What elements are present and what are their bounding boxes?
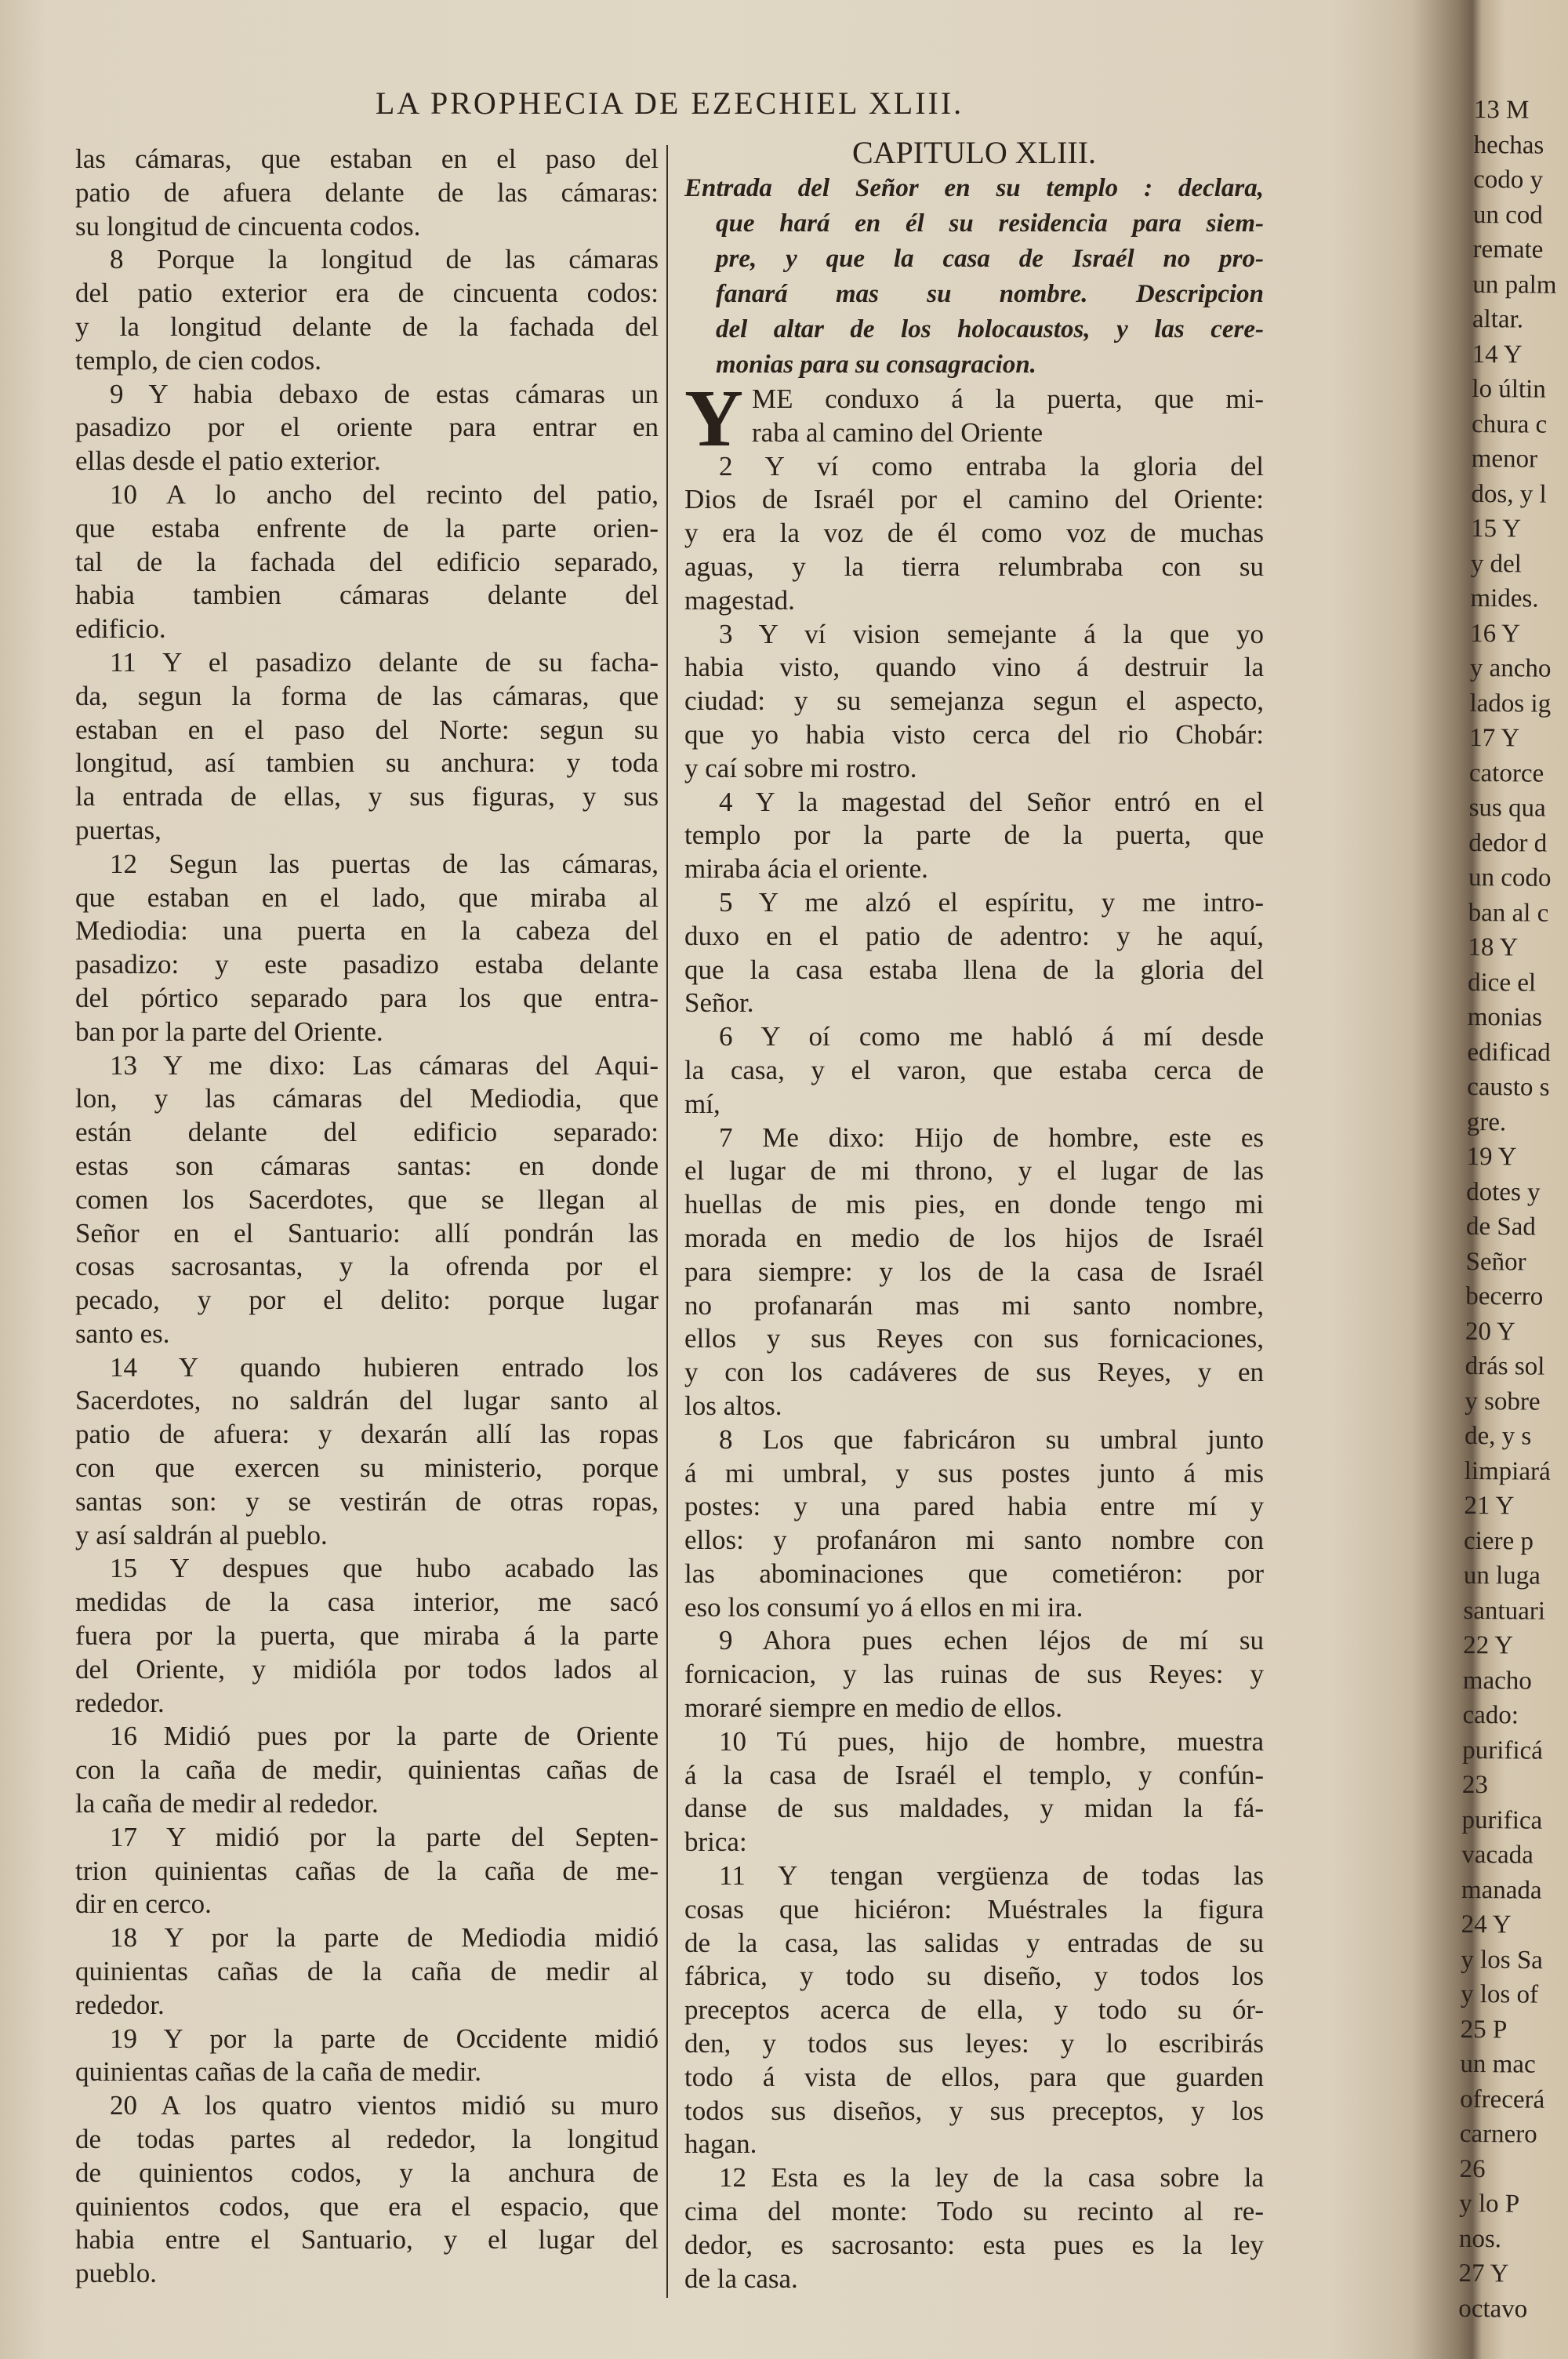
partial-text-line: un mac <box>1460 2049 1536 2079</box>
text-line: den, y todos sus leyes: y lo escribirás <box>684 2028 1264 2059</box>
verse-paragraph <box>684 1725 1264 1859</box>
text-line: Dios de Israél por el camino del Oriente: <box>684 484 1264 515</box>
text-line: brica: <box>684 1826 747 1858</box>
text-line: 2 Y ví como entraba la gloria del <box>719 450 1264 482</box>
partial-text-line: 15 Y <box>1470 514 1522 543</box>
text-line: magestad. <box>684 584 795 616</box>
partial-text-line: y ancho <box>1469 653 1552 683</box>
text-line: 9 Ahora pues echen léjos de mí su <box>719 1625 1264 1656</box>
partial-text-line: santuari <box>1463 1596 1546 1626</box>
text-line: hagan. <box>684 2128 757 2160</box>
verse-paragraph <box>684 1859 1264 2161</box>
text-line: ban por la parte del Oriente. <box>75 1016 383 1047</box>
partial-text-line: altar. <box>1472 304 1524 334</box>
column-divider <box>666 145 668 2298</box>
text-line: ellos: y profanáron mi santo nombre con <box>684 1525 1264 1556</box>
partial-text-line: y los Sa <box>1461 1945 1544 1975</box>
text-line: 18 Y por la parte de Mediodia midió <box>110 1922 659 1954</box>
summary-line: fanará mas su nombre. Descripcion <box>716 280 1264 308</box>
text-line: patio de afuera delante de las cámaras: <box>75 176 659 208</box>
partial-text-line: gre. <box>1466 1107 1507 1136</box>
verse-paragraph <box>75 848 659 1049</box>
text-line: estaban en el paso del Norte: segun su <box>75 714 659 745</box>
partial-text-line: purificá <box>1462 1736 1543 1765</box>
partial-text-line: 25 P <box>1460 2015 1508 2044</box>
partial-text-line: dos, y l <box>1471 479 1547 509</box>
right-paragraphs <box>684 450 1264 2296</box>
partial-text-line: menor <box>1471 444 1538 474</box>
partial-text-line: drás sol <box>1465 1351 1545 1381</box>
partial-text-line: y del <box>1470 549 1523 578</box>
text-line: cosas sacrosantas, y la ofrenda por el <box>75 1251 659 1282</box>
verse-paragraph <box>75 243 659 377</box>
partial-text-line: 23 <box>1461 1770 1489 1800</box>
partial-text-line: vacada <box>1461 1840 1534 1870</box>
text-line: estas son cámaras santas: en donde <box>75 1150 659 1181</box>
partial-text-line: ofrecerá <box>1460 2085 1545 2114</box>
right-column <box>684 135 1264 2295</box>
text-line: postes: y una pared habia entre mí y <box>684 1491 1264 1522</box>
summary-line: del altar de los holocaustos, y las cere- <box>716 315 1264 343</box>
text-line: 16 Midió pues por la parte de Oriente <box>110 1721 659 1752</box>
partial-text-line: ciere p <box>1463 1526 1534 1556</box>
text-line: mí, <box>684 1088 720 1119</box>
verse-paragraph <box>75 143 659 243</box>
text-line: Señor en el Santuario: allí pondrán las <box>75 1217 659 1249</box>
partial-text-line: mides. <box>1470 583 1539 613</box>
text-line: con que exercen su ministerio, porque <box>75 1452 659 1484</box>
text-line: el lugar de mi throno, y el lugar de las <box>684 1155 1264 1187</box>
text-line: 17 Y midió por la parte del Septen- <box>110 1821 659 1852</box>
text-line: Señor. <box>684 987 754 1019</box>
partial-text-line: hechas <box>1473 130 1544 160</box>
chapter-summary <box>684 171 1264 383</box>
text-line: 12 Segun las puertas de las cámaras, <box>110 848 659 879</box>
text-line: aguas, y la tierra relumbraba con su <box>684 551 1264 582</box>
partial-text-line: 20 Y <box>1465 1317 1515 1346</box>
text-line: dir en cerco. <box>75 1888 212 1920</box>
verse-paragraph <box>684 886 1264 1020</box>
text-line: dedor, es sacrosanto: esta pues es la ley <box>684 2229 1264 2260</box>
text-line: duxo en el patio de adentro: y he aquí, <box>684 920 1264 951</box>
summary-line: monias para su consagracion. <box>716 351 1036 379</box>
partial-text-line: 19 Y <box>1466 1142 1517 1172</box>
text-line: edificio. <box>75 613 166 645</box>
text-line: cosas que hiciéron: Muéstrales la figura <box>684 1893 1264 1925</box>
text-line: lon, y las cámaras del Mediodia, que <box>75 1083 659 1114</box>
verse-paragraph <box>684 1121 1264 1423</box>
text-line: 11 Y tengan vergüenza de todas las <box>719 1860 1264 1892</box>
verse-paragraph <box>75 1351 659 1553</box>
partial-text-line: macho <box>1462 1666 1532 1696</box>
text-line: los altos. <box>684 1390 782 1421</box>
verse-paragraph <box>75 1821 659 1921</box>
text-line: eso los consumí yo á ellos en mi ira. <box>684 1591 1083 1623</box>
text-line: 14 Y quando hubieren entrado los <box>110 1351 659 1383</box>
text-line: 4 Y la magestad del Señor entró en el <box>719 786 1264 817</box>
text-line: á mi umbral, y sus postes junto á mis <box>684 1457 1264 1488</box>
text-line: da, segun la forma de las cámaras, que <box>75 680 659 711</box>
text-line: las cámaras, que estaban en el paso del <box>75 144 659 174</box>
partial-text-line: 14 Y <box>1472 340 1523 369</box>
partial-text-line: sus qua <box>1468 793 1546 823</box>
text-line: todo á vista de ellos, para que guarden <box>684 2061 1264 2092</box>
partial-text-line: edificad <box>1467 1038 1551 1067</box>
partial-text-line: nos. <box>1458 2224 1502 2253</box>
partial-text-line: un codo <box>1468 863 1552 892</box>
text-line: pasadizo por el oriente para entrar en <box>75 412 659 443</box>
partial-text-line: chura c <box>1471 409 1548 439</box>
text-line: de todas partes al rededor, la longitud <box>75 2124 659 2155</box>
partial-text-line: 16 Y <box>1470 619 1521 648</box>
verse-paragraph <box>75 478 659 646</box>
text-line: y era la voz de él como voz de muchas <box>684 518 1264 549</box>
text-line: su longitud de cincuenta codos. <box>75 210 421 242</box>
next-page-edge <box>1458 93 1568 2327</box>
text-line: danse de sus maldades, y midan la fá- <box>684 1793 1264 1824</box>
verse-paragraph <box>684 1624 1264 1725</box>
text-line: las abominaciones que cometiéron: por <box>684 1558 1264 1589</box>
partial-text-line: causto s <box>1467 1072 1550 1102</box>
text-line: 9 Y habia debaxo de estas cámaras un <box>110 378 659 409</box>
partial-text-line: 27 Y <box>1458 2259 1509 2288</box>
verse-paragraph <box>75 1720 659 1820</box>
text-line: 13 Y me dixo: Las cámaras del Aqui- <box>110 1049 659 1081</box>
text-line: habia entre el Santuario, y el lugar del <box>75 2224 659 2255</box>
text-line: puertas, <box>75 814 162 845</box>
partial-text-line: un cod <box>1472 200 1543 230</box>
verse-paragraph <box>75 378 659 478</box>
summary-line: pre, y que la casa de Israél no pro- <box>716 245 1264 273</box>
verse-paragraph <box>684 2161 1264 2295</box>
text-line: huellas de mis pies, en donde tengo mi <box>684 1189 1264 1220</box>
text-line: 10 Tú pues, hijo de hombre, muestra <box>719 1725 1264 1757</box>
text-line: del pórtico separado para los que entra- <box>75 982 659 1013</box>
text-line: comen los Sacerdotes, que se llegan al <box>75 1183 659 1215</box>
text-line: y con los cadáveres de sus Reyes, y en <box>684 1357 1264 1388</box>
verse-paragraph <box>684 450 1264 618</box>
text-line: todos sus diseños, y sus preceptos, y los <box>684 2095 1264 2126</box>
text-line: de la casa. <box>684 2263 798 2294</box>
text-line: 11 Y el pasadizo delante de su facha- <box>110 646 659 678</box>
verse-paragraph <box>684 1020 1264 1121</box>
text-line: pueblo. <box>75 2258 158 2289</box>
partial-text-line: 21 Y <box>1464 1491 1515 1521</box>
text-line: 3 Y ví vision semejante á la que yo <box>719 618 1264 649</box>
text-line: pecado, y por el delito: porque lugar <box>75 1285 659 1316</box>
text-line: moraré siempre en medio de ellos. <box>684 1692 1063 1724</box>
partial-text-line: y sobre <box>1465 1387 1541 1416</box>
partial-text-line: un palm <box>1472 270 1557 300</box>
partial-text-line: octavo <box>1458 2294 1528 2324</box>
text-line: longitud, así tambien su anchura: y toda <box>75 747 659 779</box>
text-line: preceptos acerca de ella, y todo su ór- <box>684 1994 1264 2026</box>
partial-text-line: 18 Y <box>1468 932 1519 962</box>
text-line: del patio exterior era de cincuenta codos: <box>75 278 659 309</box>
text-line: ME conduxo á la puerta, que mi- <box>752 383 1264 414</box>
text-line: raba al camino del Oriente <box>752 416 1044 448</box>
partial-text-line: purifica <box>1461 1805 1543 1835</box>
partial-text-line: 24 Y <box>1461 1910 1512 1939</box>
partial-text-line: limpiará <box>1464 1456 1551 1486</box>
verse-paragraph <box>75 2023 659 2090</box>
verse-paragraph <box>684 786 1264 886</box>
text-line: quinientas cañas de la caña de medir al <box>75 1956 659 1987</box>
text-line: ciudad: y su semejanza segun el aspecto, <box>684 685 1264 717</box>
text-line: templo por la parte de la puerta, que <box>684 820 1264 851</box>
text-line: tal de la fachada del edificio separado, <box>75 546 659 577</box>
text-line: habia tambien cámaras delante del <box>75 580 659 611</box>
text-line: fábrica, y todo su diseño, y todos los <box>684 1961 1264 1992</box>
partial-text-line: dotes y <box>1466 1177 1541 1207</box>
partial-text-line: carnero <box>1459 2119 1537 2149</box>
text-line: 12 Esta es la ley de la casa sobre la <box>719 2162 1264 2194</box>
text-line: fuera por la puerta, que miraba á la parte <box>75 1620 659 1652</box>
summary-line: que hará en él su residencia para siem- <box>716 209 1264 238</box>
partial-text-line: becerro <box>1465 1281 1544 1311</box>
text-line: patio de afuera: y dexarán allí las ropas <box>75 1419 659 1450</box>
verse-paragraph <box>75 646 659 848</box>
verse-paragraph <box>75 1552 659 1720</box>
text-line: con la caña de medir, quinientas cañas de <box>75 1754 659 1786</box>
partial-text-line: codo y <box>1473 165 1544 194</box>
text-line: y así saldrán al pueblo. <box>75 1519 328 1550</box>
text-line: Mediodia: una puerta en la cabeza del <box>75 915 659 947</box>
text-line: medidas de la casa interior, me sacó <box>75 1587 659 1618</box>
text-line: santo es. <box>75 1318 170 1349</box>
partial-text-line: de, y s <box>1464 1421 1532 1451</box>
partial-text-line: y los of <box>1460 1979 1539 2009</box>
text-line: miraba ácia el oriente. <box>684 853 928 885</box>
verse-paragraph <box>75 2089 659 2291</box>
text-line: rededor. <box>75 1989 165 2020</box>
text-line: 19 Y por la parte de Occidente midió <box>110 2023 659 2054</box>
text-line: habia visto, quando vino á destruir la <box>684 652 1264 683</box>
text-line: santas son: y se vestirán de otras ropas, <box>75 1485 659 1517</box>
text-line: á la casa de Israél el templo, y confún- <box>684 1759 1264 1790</box>
partial-text-line: 13 M <box>1473 95 1530 125</box>
verse-paragraph <box>684 1423 1264 1625</box>
partial-text-line: y lo P <box>1459 2189 1520 2219</box>
summary-line: Entrada del Señor en su templo : declara, <box>684 174 1264 202</box>
partial-text-line: dice el <box>1467 968 1537 998</box>
text-line: 15 Y despues que hubo acabado las <box>110 1553 659 1584</box>
text-line: 8 Porque la longitud de las cámaras <box>110 244 659 275</box>
partial-text-line: remate <box>1472 234 1544 264</box>
text-line: 6 Y oí como me habló á mí desde <box>719 1021 1264 1052</box>
text-line: 7 Me dixo: Hijo de hombre, este es <box>719 1121 1264 1153</box>
drop-cap: Y <box>684 373 744 463</box>
text-line: Sacerdotes, no saldrán del lugar santo al <box>75 1385 659 1416</box>
text-line: ellas desde el patio exterior. <box>75 445 381 477</box>
opening-paragraph <box>684 373 1264 463</box>
partial-text-line: manada <box>1461 1875 1542 1905</box>
text-line: y caí sobre mi rostro. <box>684 752 917 783</box>
partial-text-line: 26 <box>1459 2154 1486 2183</box>
text-line: 8 Los que fabricáron su umbral junto <box>719 1423 1264 1455</box>
text-line: están delante del edificio separado: <box>75 1117 659 1148</box>
partial-text-line: catorce <box>1468 758 1544 788</box>
partial-text-line: lados ig <box>1469 689 1552 718</box>
verse-paragraph <box>684 618 1264 786</box>
running-header: LA PROPHECIA DE EZECHIEL XLIII. <box>375 85 964 121</box>
partial-text-line: 22 Y <box>1463 1630 1514 1660</box>
text-line: que la casa estaba llena de la gloria del <box>684 954 1264 985</box>
text-line: que yo habia visto cerca del rio Chobár: <box>684 718 1264 750</box>
partial-text-line: cado: <box>1462 1700 1519 1730</box>
partial-text-line: dedor d <box>1468 828 1548 858</box>
chapter-title: CAPITULO XLIII. <box>851 135 1097 170</box>
text-line: rededor. <box>75 1687 165 1718</box>
text-line: y la longitud delante de la fachada del <box>75 311 659 342</box>
text-line: que estaba enfrente de la parte orien- <box>75 512 659 543</box>
text-line: pasadizo: y este pasadizo estaba delante <box>75 949 659 980</box>
text-line: para siempre: y los de la casa de Israél <box>684 1256 1264 1287</box>
text-line: de quinientos codos, y la anchura de <box>75 2157 659 2188</box>
text-line: del Oriente, y midióla por todos lados al <box>75 1653 659 1685</box>
partial-text-line: monias <box>1467 1002 1543 1032</box>
partial-text-line: ban al c <box>1468 898 1549 928</box>
text-line: cima del monte: Todo su recinto al re- <box>684 2196 1264 2227</box>
text-line: fornicacion, y las ruinas de sus Reyes: y <box>684 1659 1264 1690</box>
partial-text-line: Señor <box>1465 1247 1526 1277</box>
text-line: la caña de medir al rededor. <box>75 1788 379 1819</box>
text-line: 5 Y me alzó el espíritu, y me intro- <box>719 886 1264 918</box>
text-line: 20 A los quatro vientos midió su muro <box>110 2090 659 2121</box>
partial-text-line: un luga <box>1463 1561 1541 1590</box>
text-line: 10 A lo ancho del recinto del patio, <box>110 478 659 510</box>
partial-text-line: de Sad <box>1465 1212 1536 1241</box>
text-line: ellos y sus Reyes con sus fornicaciones, <box>684 1323 1264 1354</box>
text-line: que estaban en el lado, que miraba al <box>75 881 659 913</box>
left-column <box>75 143 659 2291</box>
text-line: templo, de cien codos. <box>75 344 321 376</box>
text-line: de la casa, las salidas y entradas de su <box>684 1927 1264 1958</box>
text-line: quinientas cañas de la caña de medir. <box>75 2056 481 2088</box>
verse-paragraph <box>75 1049 659 1351</box>
text-line: la casa, y el varon, que estaba cerca de <box>684 1054 1264 1085</box>
verse-paragraph <box>75 1921 659 2022</box>
text-line: morada en medio de los hijos de Israél <box>684 1222 1264 1253</box>
text-line: trion quinientas cañas de la caña de me- <box>75 1855 659 1886</box>
partial-text-line: lo últin <box>1472 374 1546 404</box>
text-line: la entrada de ellas, y sus figuras, y sus <box>75 781 659 812</box>
partial-text-line: 17 Y <box>1469 723 1520 753</box>
text-line: no profanarán mas mi santo nombre, <box>684 1289 1264 1321</box>
text-line: quinientos codos, que era el espacio, que <box>75 2190 659 2222</box>
